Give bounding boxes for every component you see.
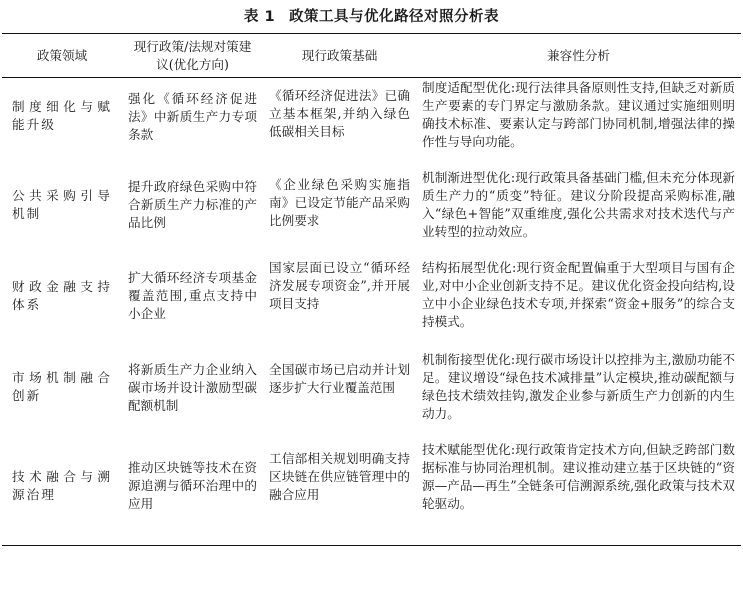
table-number: 表 1 xyxy=(243,9,276,25)
cell-domain-text: 公共采购引导机制 xyxy=(12,188,112,221)
cell-basis-text: 工信部相关规划明确支持区块链在供应链管理中的融合应用 xyxy=(269,451,410,502)
cell-domain xyxy=(2,439,122,546)
header-policy-proposal: 现行政策/法规对策建议(优化方向) xyxy=(133,38,252,72)
cell-analysis xyxy=(416,258,741,349)
cell-domain-text: 技术融合与溯源治理 xyxy=(12,469,112,502)
cell-basis-text: 《企业绿色采购实施指南》已设定节能产品采购比例要求 xyxy=(269,177,410,228)
cell-domain xyxy=(2,258,122,349)
cell-analysis xyxy=(416,439,741,546)
header-compatibility-analysis: 兼容性分析 xyxy=(547,47,610,63)
cell-proposal-text: 将新质生产力企业纳入碳市场并设计激励型碳配额机制 xyxy=(128,362,257,413)
table-row xyxy=(2,78,741,169)
cell-proposal xyxy=(122,439,263,546)
table-row xyxy=(2,168,741,258)
header-policy-domain: 政策领域 xyxy=(36,47,88,63)
table-row xyxy=(2,349,741,439)
table-row xyxy=(2,439,741,546)
cell-analysis-text: 机制渐进型优化:现行政策具备基础门槛,但未充分体现新质生产力的“质变”特征。建议分阶段提高采购标准,融入“绿色+智能”双重维度,强化公共需求对技术迭代与产业转型的拉动效应。 xyxy=(422,170,735,239)
cell-proposal xyxy=(122,78,263,169)
table-header-row xyxy=(2,34,741,78)
policy-comparison-table xyxy=(2,33,741,546)
cell-analysis xyxy=(416,78,741,169)
cell-domain xyxy=(2,168,122,258)
cell-proposal xyxy=(122,258,263,349)
cell-proposal-text: 扩大循环经济专项基金覆盖范围,重点支持中小企业 xyxy=(128,270,257,321)
cell-proposal xyxy=(122,168,263,258)
cell-domain-text: 制度细化与赋能升级 xyxy=(12,99,112,132)
cell-basis xyxy=(263,78,416,169)
cell-analysis-text: 制度适配型优化:现行法律具备原则性支持,但缺乏对新质生产要素的专门界定与激励条款。建议通过实施细则明确技术标准、要素认定与跨部门协同机制,增强法律的操作性与导向功能。 xyxy=(422,80,735,149)
cell-analysis-text: 技术赋能型优化:现行政策肯定技术方向,但缺乏跨部门数据标准与协同治理机制。建议推动建立基于区块链的“资源—产品—再生”全链条可信溯源系统,强化政策与技术双轮驱动。 xyxy=(422,442,735,511)
cell-proposal-text: 推动区块链等技术在资源追溯与循环治理中的应用 xyxy=(128,460,257,511)
cell-domain xyxy=(2,349,122,439)
cell-basis-text: 全国碳市场已启动并计划逐步扩大行业覆盖范围 xyxy=(269,362,410,395)
cell-basis-text: 国家层面已设立“循环经济发展专项资金”,并开展项目支持 xyxy=(269,260,410,311)
cell-basis xyxy=(263,439,416,546)
cell-analysis xyxy=(416,168,741,258)
table-caption xyxy=(0,5,743,26)
cell-domain-text: 市场机制融合创新 xyxy=(12,370,112,403)
cell-proposal-text: 强化《循环经济促进法》中新质生产力专项条款 xyxy=(128,91,257,142)
cell-proposal xyxy=(122,349,263,439)
cell-analysis-text: 结构拓展型优化:现行资金配置偏重于大型项目与国有企业,对中小企业创新支持不足。建议优化资金投向结构,设立中小企业绿色技术专项,并探索“资金+服务”的综合支持模式。 xyxy=(422,260,735,329)
table-title: 政策工具与优化路径对照分析表 xyxy=(289,9,500,25)
cell-analysis xyxy=(416,349,741,439)
cell-analysis-text: 机制衔接型优化:现行碳市场设计以控排为主,激励功能不足。建议增设“绿色技术减排量”认定模块,推动碳配额与绿色技术绩效挂钩,激发企业参与新质生产力创新的内生动力。 xyxy=(422,352,735,421)
header-policy-basis: 现行政策基础 xyxy=(301,47,378,63)
cell-domain xyxy=(2,78,122,169)
cell-basis xyxy=(263,168,416,258)
cell-basis-text: 《循环经济促进法》已确立基本框架,并纳入绿色低碳相关目标 xyxy=(269,88,410,139)
cell-basis xyxy=(263,349,416,439)
cell-basis xyxy=(263,258,416,349)
cell-proposal-text: 提升政府绿色采购中符合新质生产力标准的产品比例 xyxy=(128,179,257,230)
table-row xyxy=(2,258,741,349)
cell-domain-text: 财政金融支持体系 xyxy=(12,279,112,312)
